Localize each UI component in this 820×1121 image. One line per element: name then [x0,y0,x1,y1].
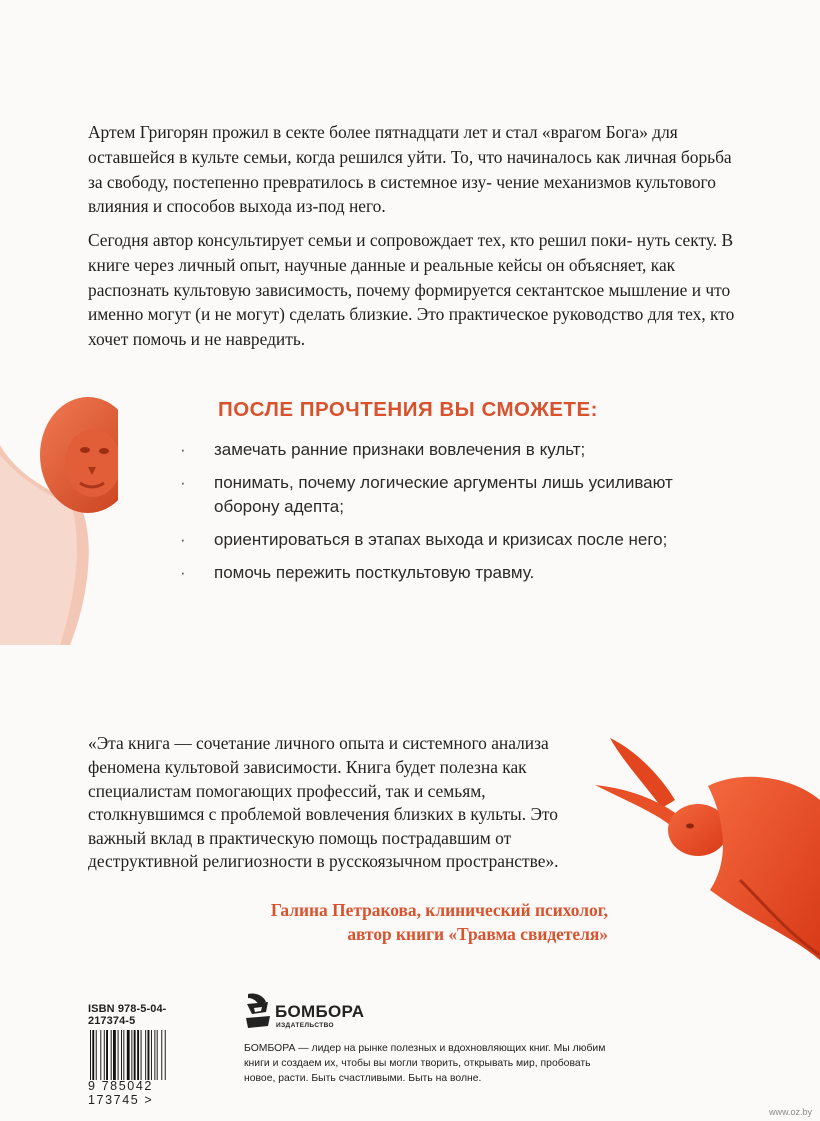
isbn-text: ISBN 978-5-04-217374-5 [88,1003,167,1027]
barcode-bar [148,1030,150,1080]
barcode-bar [154,1030,155,1080]
barcode-bar [145,1030,146,1080]
barcode-bar [157,1030,158,1080]
publisher-logo-name: БОМБОРА [275,1002,365,1021]
publisher-logo-sub: ИЗДАТЕЛЬСТВО [276,1022,335,1029]
hare-figure-illustration [590,730,820,965]
author-name-line: Галина Петракова, клинический психолог, [270,900,608,920]
review-quote: «Эта книга — сочетание личного опыта и системного анализа феномена культовой зависимости. Книга будет полезна как специалистам помогающих профессий, так и семьям, столкнувшимся с проблемой вовлечения близких в культы. Это важный вклад в практическую помощь пострадавшим от деструктивной религиозности в русскоязычном пространстве». [88,733,559,872]
bullet-marker: · [180,563,186,582]
barcode-bar [141,1030,142,1080]
publisher-tagline: БОМБОРА — лидер на рынке полезных и вдохновляющих книг. Мы любим книги и создаем их, чтобы вы могли творить, открывать мир, пробовать новое, расти. Быть счастливыми. Быть на волне. [244,1043,606,1084]
list-item [180,471,700,519]
description-paragraph-1: Артем Григорян прожил в секте более пятнадцати лет и стал «врагом Бога» для оставшейся в культе семьи, когда решился уйти. То, что начиналось как личная борьба за свободу, постепенно превратилось в системное изу- чение механизмов культового влияния и способов выхода из-под него. [88,122,732,217]
barcode-bar [113,1030,116,1080]
barcode-bar [123,1030,124,1080]
lion-figure-illustration [0,385,118,645]
barcode-bar [137,1030,139,1080]
barcode-bar [106,1030,108,1080]
barcode-bar [90,1030,91,1080]
barcode-bar [111,1030,112,1080]
barcode-bar [134,1030,136,1080]
quote-author [271,898,608,946]
barcode-bar [100,1030,101,1080]
barcode-bar [96,1030,97,1080]
barcode-digits: 9 785042 173745 > [88,1079,154,1107]
barcode-bar [161,1030,162,1080]
list-item [180,528,700,552]
list-item-text: ориентироваться в этапах выхода и кризисах после него; [214,530,668,549]
description-paragraph-2: Сегодня автор консультирует семьи и сопровождает тех, кто решил поки- нуть секту. В книге через личный опыт, научные данные и реальные кейсы он объясняет, как распознать культовую зависимость, почему формируется сектантское мышление и что именно могут (и не могут) сделать близкие. Это практическое руководство для тех, кто хочет помочь и не навредить. [88,230,735,349]
bullet-marker: · [180,530,186,549]
barcode-bar [121,1030,122,1080]
barcode-bar [127,1030,130,1080]
barcode-image [88,1030,198,1080]
list-item-text: понимать, почему логические аргументы лишь усиливают оборону адепта; [214,473,673,516]
bullet-marker: · [180,440,186,459]
barcode-bar [151,1030,152,1080]
author-book-line: автор книги «Травма свидетеля» [347,924,608,944]
list-item [180,438,700,462]
barcode-bar [92,1030,94,1080]
bullet-marker: · [180,473,186,492]
barcode-bar [165,1030,166,1080]
barcode-block [88,1003,198,1107]
list-item [180,561,700,585]
benefits-heading: ПОСЛЕ ПРОЧТЕНИЯ ВЫ СМОЖЕТЕ: [218,398,598,421]
barcode-bar [104,1030,105,1080]
barcode-bar [131,1030,132,1080]
barcode-bar [118,1030,119,1080]
watermark: www.oz.by [768,1107,812,1117]
list-item-text: помочь пережить посткультовую травму. [214,563,535,582]
list-item-text: замечать ранние признаки вовлечения в культ; [214,440,586,459]
benefits-list [180,438,700,594]
